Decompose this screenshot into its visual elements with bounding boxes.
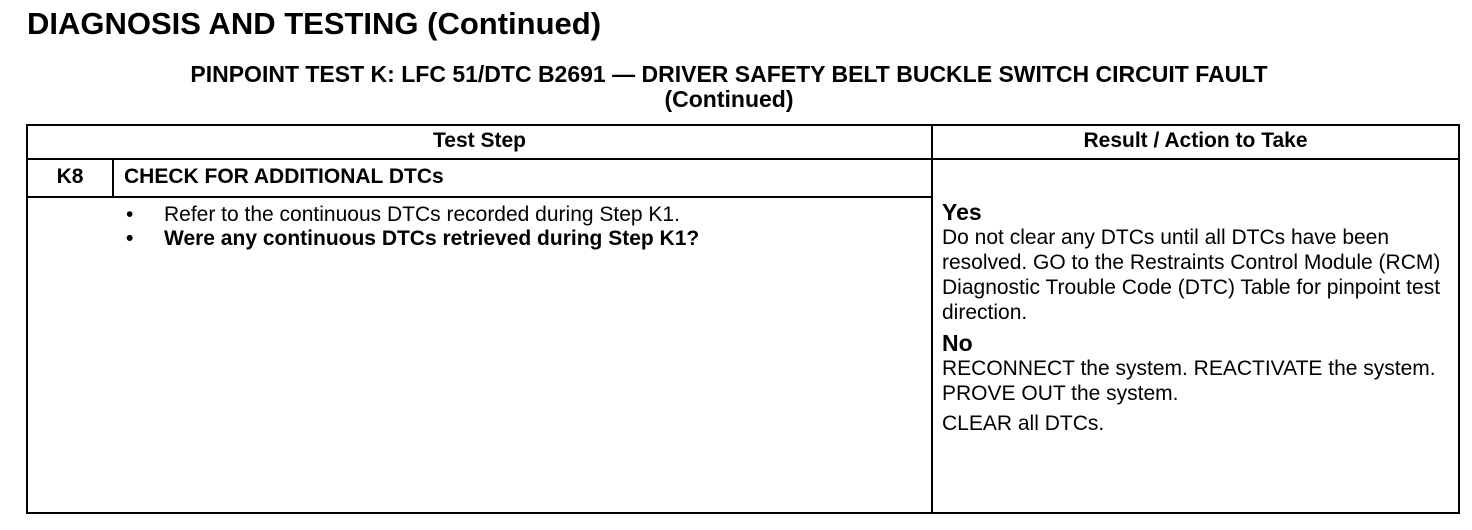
header-result-action: Result / Action to Take [1083, 129, 1308, 152]
result-yes-text: Do not clear any DTCs until all DTCs have been resolved. GO to the Restraints Control Module (RCM) Diagnostic Trouble Code (DTC) Table for pinpoint test direction. [942, 226, 1441, 324]
column-divider [931, 126, 933, 512]
bullet-icon: • [126, 227, 134, 250]
step-heading: CHECK FOR ADDITIONAL DTCs [124, 165, 444, 188]
header-test-step: Test Step [433, 129, 526, 152]
result-actions [942, 199, 1456, 441]
step-id: K8 [56, 165, 84, 188]
header-divider [28, 158, 1458, 160]
pinpoint-test-title-line1: PINPOINT TEST K: LFC 51/DTC B2691 — DRIVER SAFETY BELT BUCKLE SWITCH CIRCUIT FAULT [190, 61, 1268, 87]
page-title: DIAGNOSIS AND TESTING (Continued) [27, 6, 602, 41]
result-no-label: No [942, 330, 973, 356]
instruction-item [124, 227, 699, 251]
step-heading-divider [28, 196, 931, 198]
instruction-question: Were any continuous DTCs retrieved during Step K1? [164, 227, 700, 250]
step-id-divider [112, 160, 114, 196]
instruction-text: Refer to the continuous DTCs recorded during Step K1. [164, 203, 680, 226]
pinpoint-test-title-line2: (Continued) [664, 86, 794, 112]
result-no-text: RECONNECT the system. REACTIVATE the system. PROVE OUT the system. [942, 357, 1436, 405]
result-no-text-clear: CLEAR all DTCs. [942, 412, 1105, 435]
instruction-item [124, 203, 699, 227]
pinpoint-test-title [0, 62, 1458, 112]
step-instructions [124, 203, 699, 251]
test-step-table [26, 124, 1460, 514]
bullet-icon: • [126, 203, 134, 226]
result-yes-label: Yes [942, 199, 982, 225]
